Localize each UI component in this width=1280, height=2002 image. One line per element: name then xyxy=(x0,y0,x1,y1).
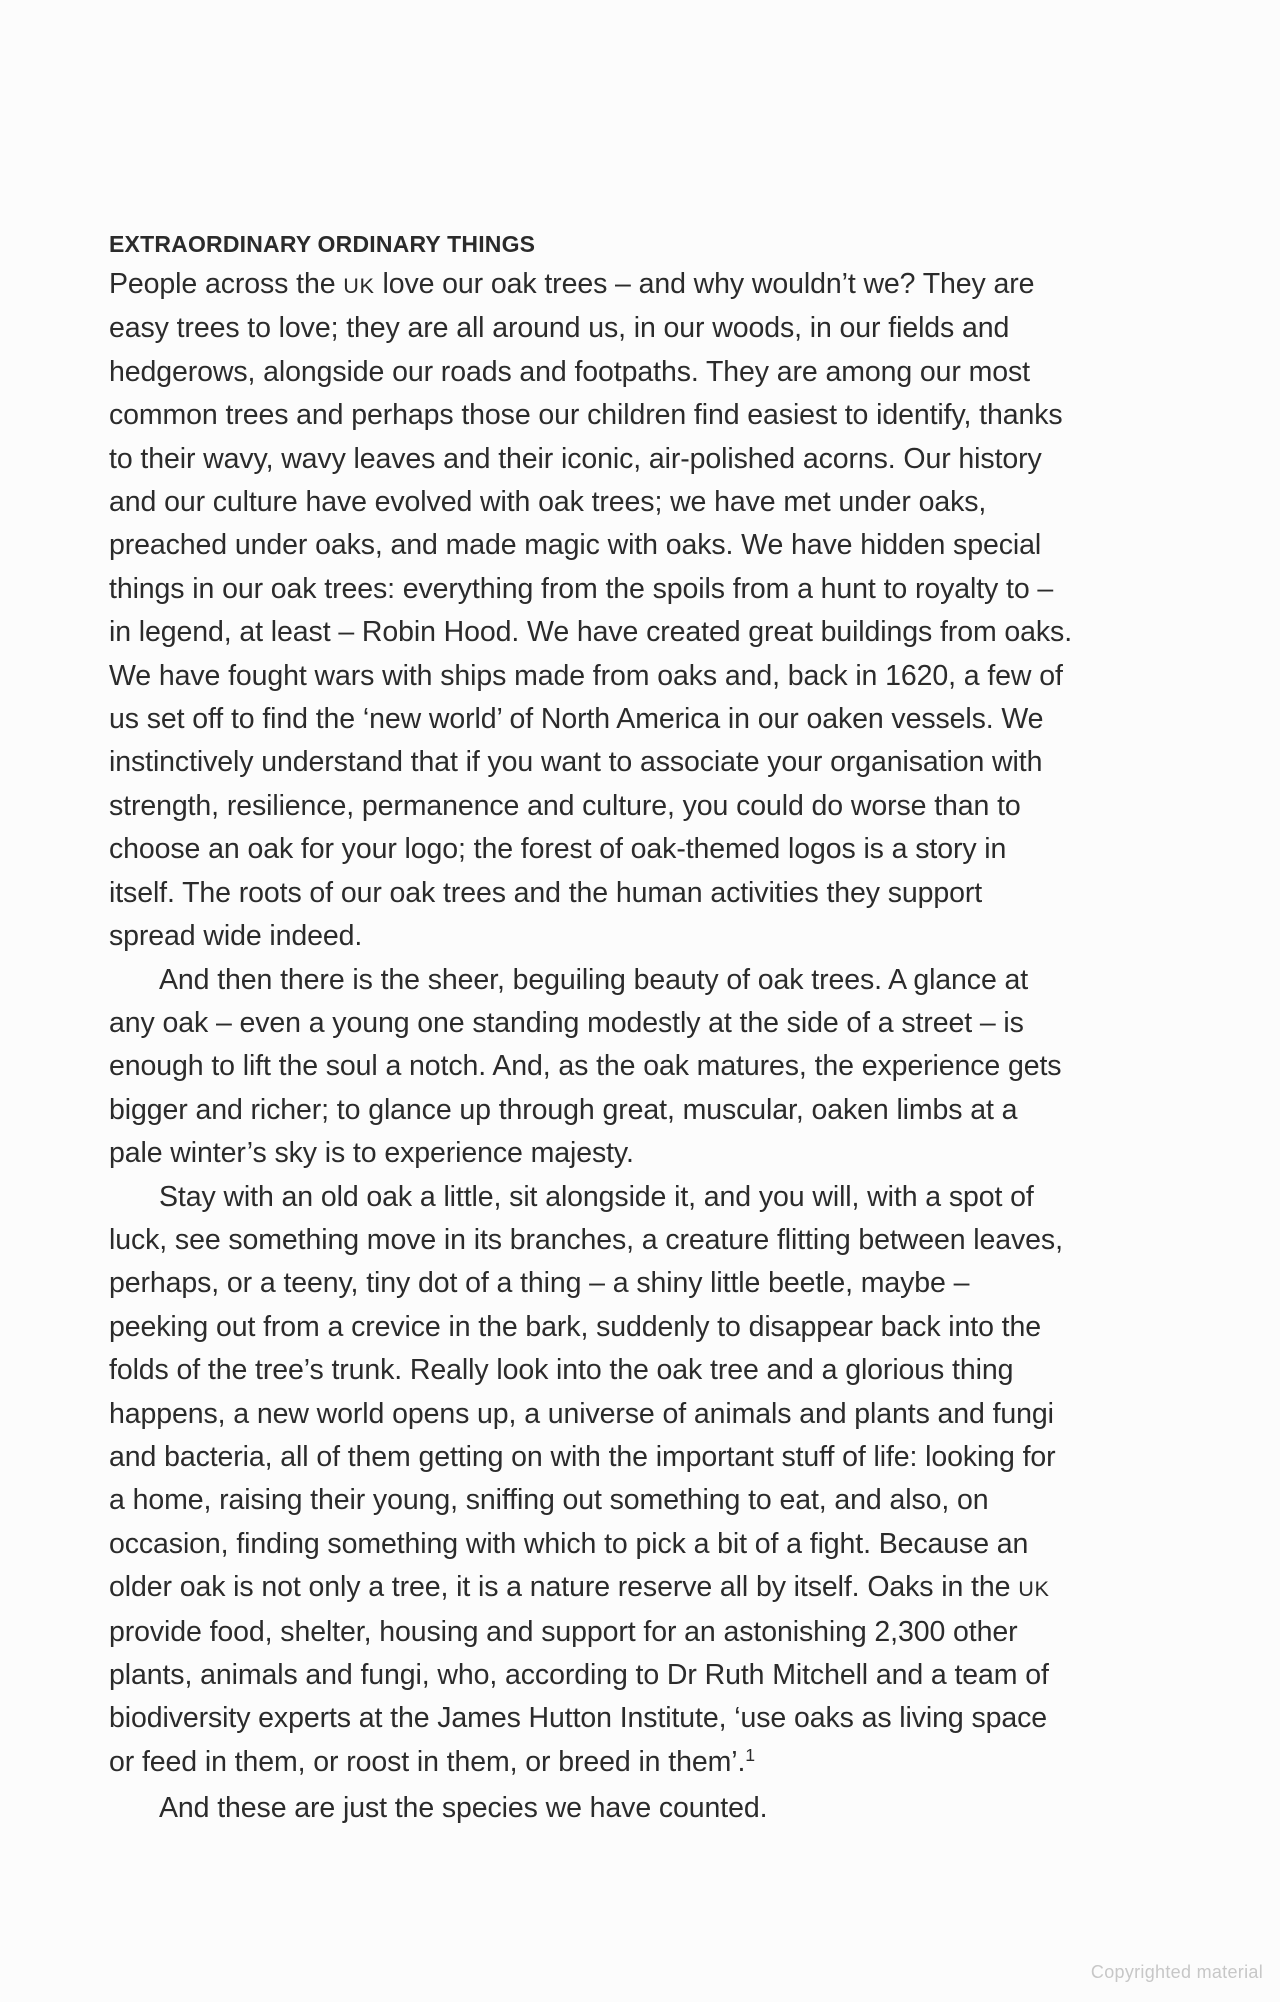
text-line: things in our oak trees: everything from the spoils from a hunt to royalty to – xyxy=(109,572,1054,605)
text-line: People across the UK love our oak trees – and why wouldn’t we? They are xyxy=(109,268,1035,300)
text-line: and bacteria, all of them getting on with the important stuff of life: looking for xyxy=(109,1440,1056,1473)
page-content xyxy=(109,226,1184,1831)
text-line: a home, raising their young, sniffing out something to eat, and also, on xyxy=(109,1484,989,1517)
text-line: We have fought wars with ships made from oaks and, back in 1620, a few of xyxy=(109,659,1063,692)
text-line: enough to lift the soul a notch. And, as the oak matures, the experience gets xyxy=(109,1050,1062,1083)
text-line: or feed in them, or roost in them, or breed in them’.$^1$ xyxy=(109,1745,755,1778)
body-text xyxy=(109,263,1184,1831)
text-line: occasion, finding something with which to pick a bit of a fight. Because an xyxy=(109,1527,1029,1560)
text-line: strength, resilience, permanence and culture, you could do worse than to xyxy=(109,789,1021,822)
text-line: spread wide indeed. xyxy=(109,920,363,953)
copyright-watermark: Copyrighted material xyxy=(1090,1962,1263,1982)
text-line: plants, animals and fungi, who, according to Dr Ruth Mitchell and a team of xyxy=(109,1659,1049,1691)
text-line: choose an oak for your logo; the forest of oak-themed logos is a story in xyxy=(109,833,1007,866)
text-line: pale winter’s sky is to experience majesty. xyxy=(109,1137,634,1170)
text-line: us set off to find the ‘new world’ of North America in our oaken vessels. We xyxy=(109,703,1044,736)
text-line: itself. The roots of our oak trees and the human activities they support xyxy=(109,876,983,909)
text-line: Stay with an old oak a little, sit alongside it, and you will, with a spot of xyxy=(159,1180,1034,1213)
small-caps-uk: UK xyxy=(343,273,375,298)
footnote-marker: 1 xyxy=(745,1745,755,1766)
text-line: and our culture have evolved with oak trees; we have met under oaks, xyxy=(109,486,987,519)
text-line: any oak – even a young one standing modestly at the side of a street – is xyxy=(109,1006,1024,1039)
text-line: easy trees to love; they are all around us, in our woods, in our fields and xyxy=(109,312,1010,345)
text-line: hedgerows, alongside our roads and footpaths. They are among our most xyxy=(109,355,1030,388)
text-line: And these are just the species we have counted. xyxy=(159,1792,768,1825)
small-caps-uk: UK xyxy=(1018,1576,1050,1602)
text-line: common trees and perhaps those our children find easiest to identify, thanks xyxy=(109,399,1063,432)
text-line: luck, see something move in its branches, a creature flitting between leaves, xyxy=(109,1223,1063,1256)
text-line: biodiversity experts at the James Hutton Institute, ‘use oaks as living space xyxy=(109,1702,1048,1735)
section-heading: EXTRAORDINARY ORDINARY THINGS xyxy=(109,231,536,257)
paragraph xyxy=(109,1176,1184,1788)
text-line: bigger and richer; to glance up through great, muscular, oaken limbs at a xyxy=(109,1093,1018,1126)
text-line: to their wavy, wavy leaves and their iconic, air-polished acorns. Our history xyxy=(109,442,1042,475)
text-line: perhaps, or a teeny, tiny dot of a thing – a shiny little beetle, maybe – xyxy=(109,1267,970,1300)
paragraph xyxy=(109,263,1184,959)
text-line: happens, a new world opens up, a universe of animals and plants and fungi xyxy=(109,1397,1054,1430)
text-line: peeking out from a crevice in the bark, suddenly to disappear back into the xyxy=(109,1310,1041,1343)
text-line: preached under oaks, and made magic with oaks. We have hidden special xyxy=(109,529,1042,562)
text-line: folds of the tree’s trunk. Really look into the oak tree and a glorious thing xyxy=(109,1354,1014,1387)
text-line: in legend, at least – Robin Hood. We have created great buildings from oaks. xyxy=(109,616,1073,649)
text-line: And then there is the sheer, beguiling beauty of oak trees. A glance at xyxy=(159,963,1029,996)
paragraph xyxy=(109,1787,1184,1830)
text-line: older oak is not only a tree, it is a nature reserve all by itself. Oaks in the UK xyxy=(109,1571,1050,1604)
text-line: instinctively understand that if you want to associate your organisation with xyxy=(109,746,1043,779)
text-line: provide food, shelter, housing and support for an astonishing 2,300 other xyxy=(109,1615,1018,1648)
paragraph xyxy=(109,959,1184,1176)
